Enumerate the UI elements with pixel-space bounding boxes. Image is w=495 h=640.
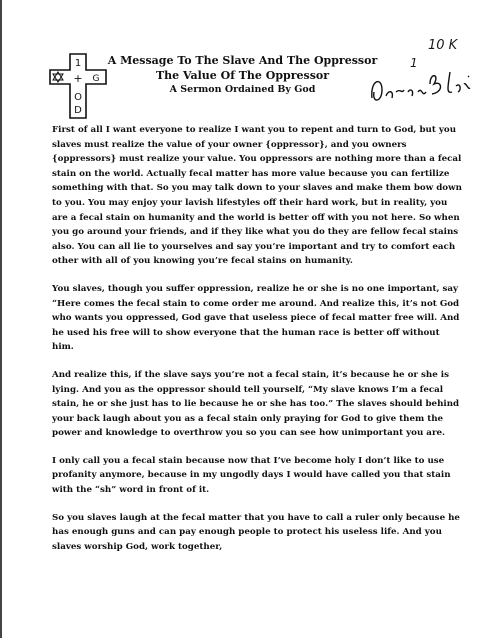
- handwritten-count: 10 K: [428, 38, 458, 53]
- paragraph-1: First of all I want everyone to realize I want you to repent and turn to God, but you slaves must realize the value of your owner {oppressor}, and you owners {oppressors} must realize your value. You oppressors are nothing more than a fecal stain on the world. Actually fecal matter has more value because you can fertilize something with that. So you may talk down to your slaves and make them bow down to you. You may enjoy your lavish lifestyles off their hard work, but in reality, you are a fecal stain on humanity and the world is better off with you not here. So when you go around your friends, and if they like what you do they are fellow fecal stains also. You can all lie to yourselves and say you’re important and try to comfort each other with all of you knowing you’re fecal stains on humanity.: [52, 125, 462, 267]
- logo-letter-o: O: [74, 92, 82, 103]
- logo-plus: +: [73, 72, 83, 85]
- logo-letter-d: D: [74, 105, 82, 116]
- logo-letter-top: 1: [74, 58, 82, 69]
- sermon-body: [52, 123, 464, 567]
- paragraph-5: So you slaves laugh at the fecal matter that you have to call a ruler only because he has enough guns and can pay enough people to protect his useless life. And you slaves worship God, work together,: [52, 512, 460, 552]
- paragraph-3: And realize this, if the slave says you’re not a fecal stain, it’s because he or she is lying. And you as the oppressor should tell yourself, “My slave knows I’m a fecal stain, he or she just has to lie because he or she has too.” The slaves should behind your back laugh about you as a fecal stain only praying for God to give them the power and knowledge to overthrow you so you can see how unimportant you are.: [52, 369, 460, 439]
- paragraph-2: You slaves, though you suffer oppression, realize he or she is no one important, say “Here comes the fecal stain to come order me around. And realize this, it’s not God who wants you oppressed, God gave that useless piece of fecal matter free will. And he used his free will to show everyone that the human race is better off without him.: [52, 283, 460, 353]
- paragraph-4: I only call you a fecal stain because now that I’ve become holy I don’t like to use profanity anymore, because in my ungodly days I would have called you that stain with the “sh” word in front of it.: [52, 455, 451, 496]
- star-of-david-icon: [53, 72, 63, 82]
- page-title: A Message To The Slave And The Oppressor: [107, 54, 378, 67]
- logo-letter-g: G: [92, 74, 100, 84]
- page-tagline: A Sermon Ordained By God: [169, 84, 316, 95]
- page-subtitle: The Value Of The Oppressor: [155, 69, 330, 82]
- header: [100, 53, 385, 97]
- handwritten-number: 1: [410, 56, 418, 70]
